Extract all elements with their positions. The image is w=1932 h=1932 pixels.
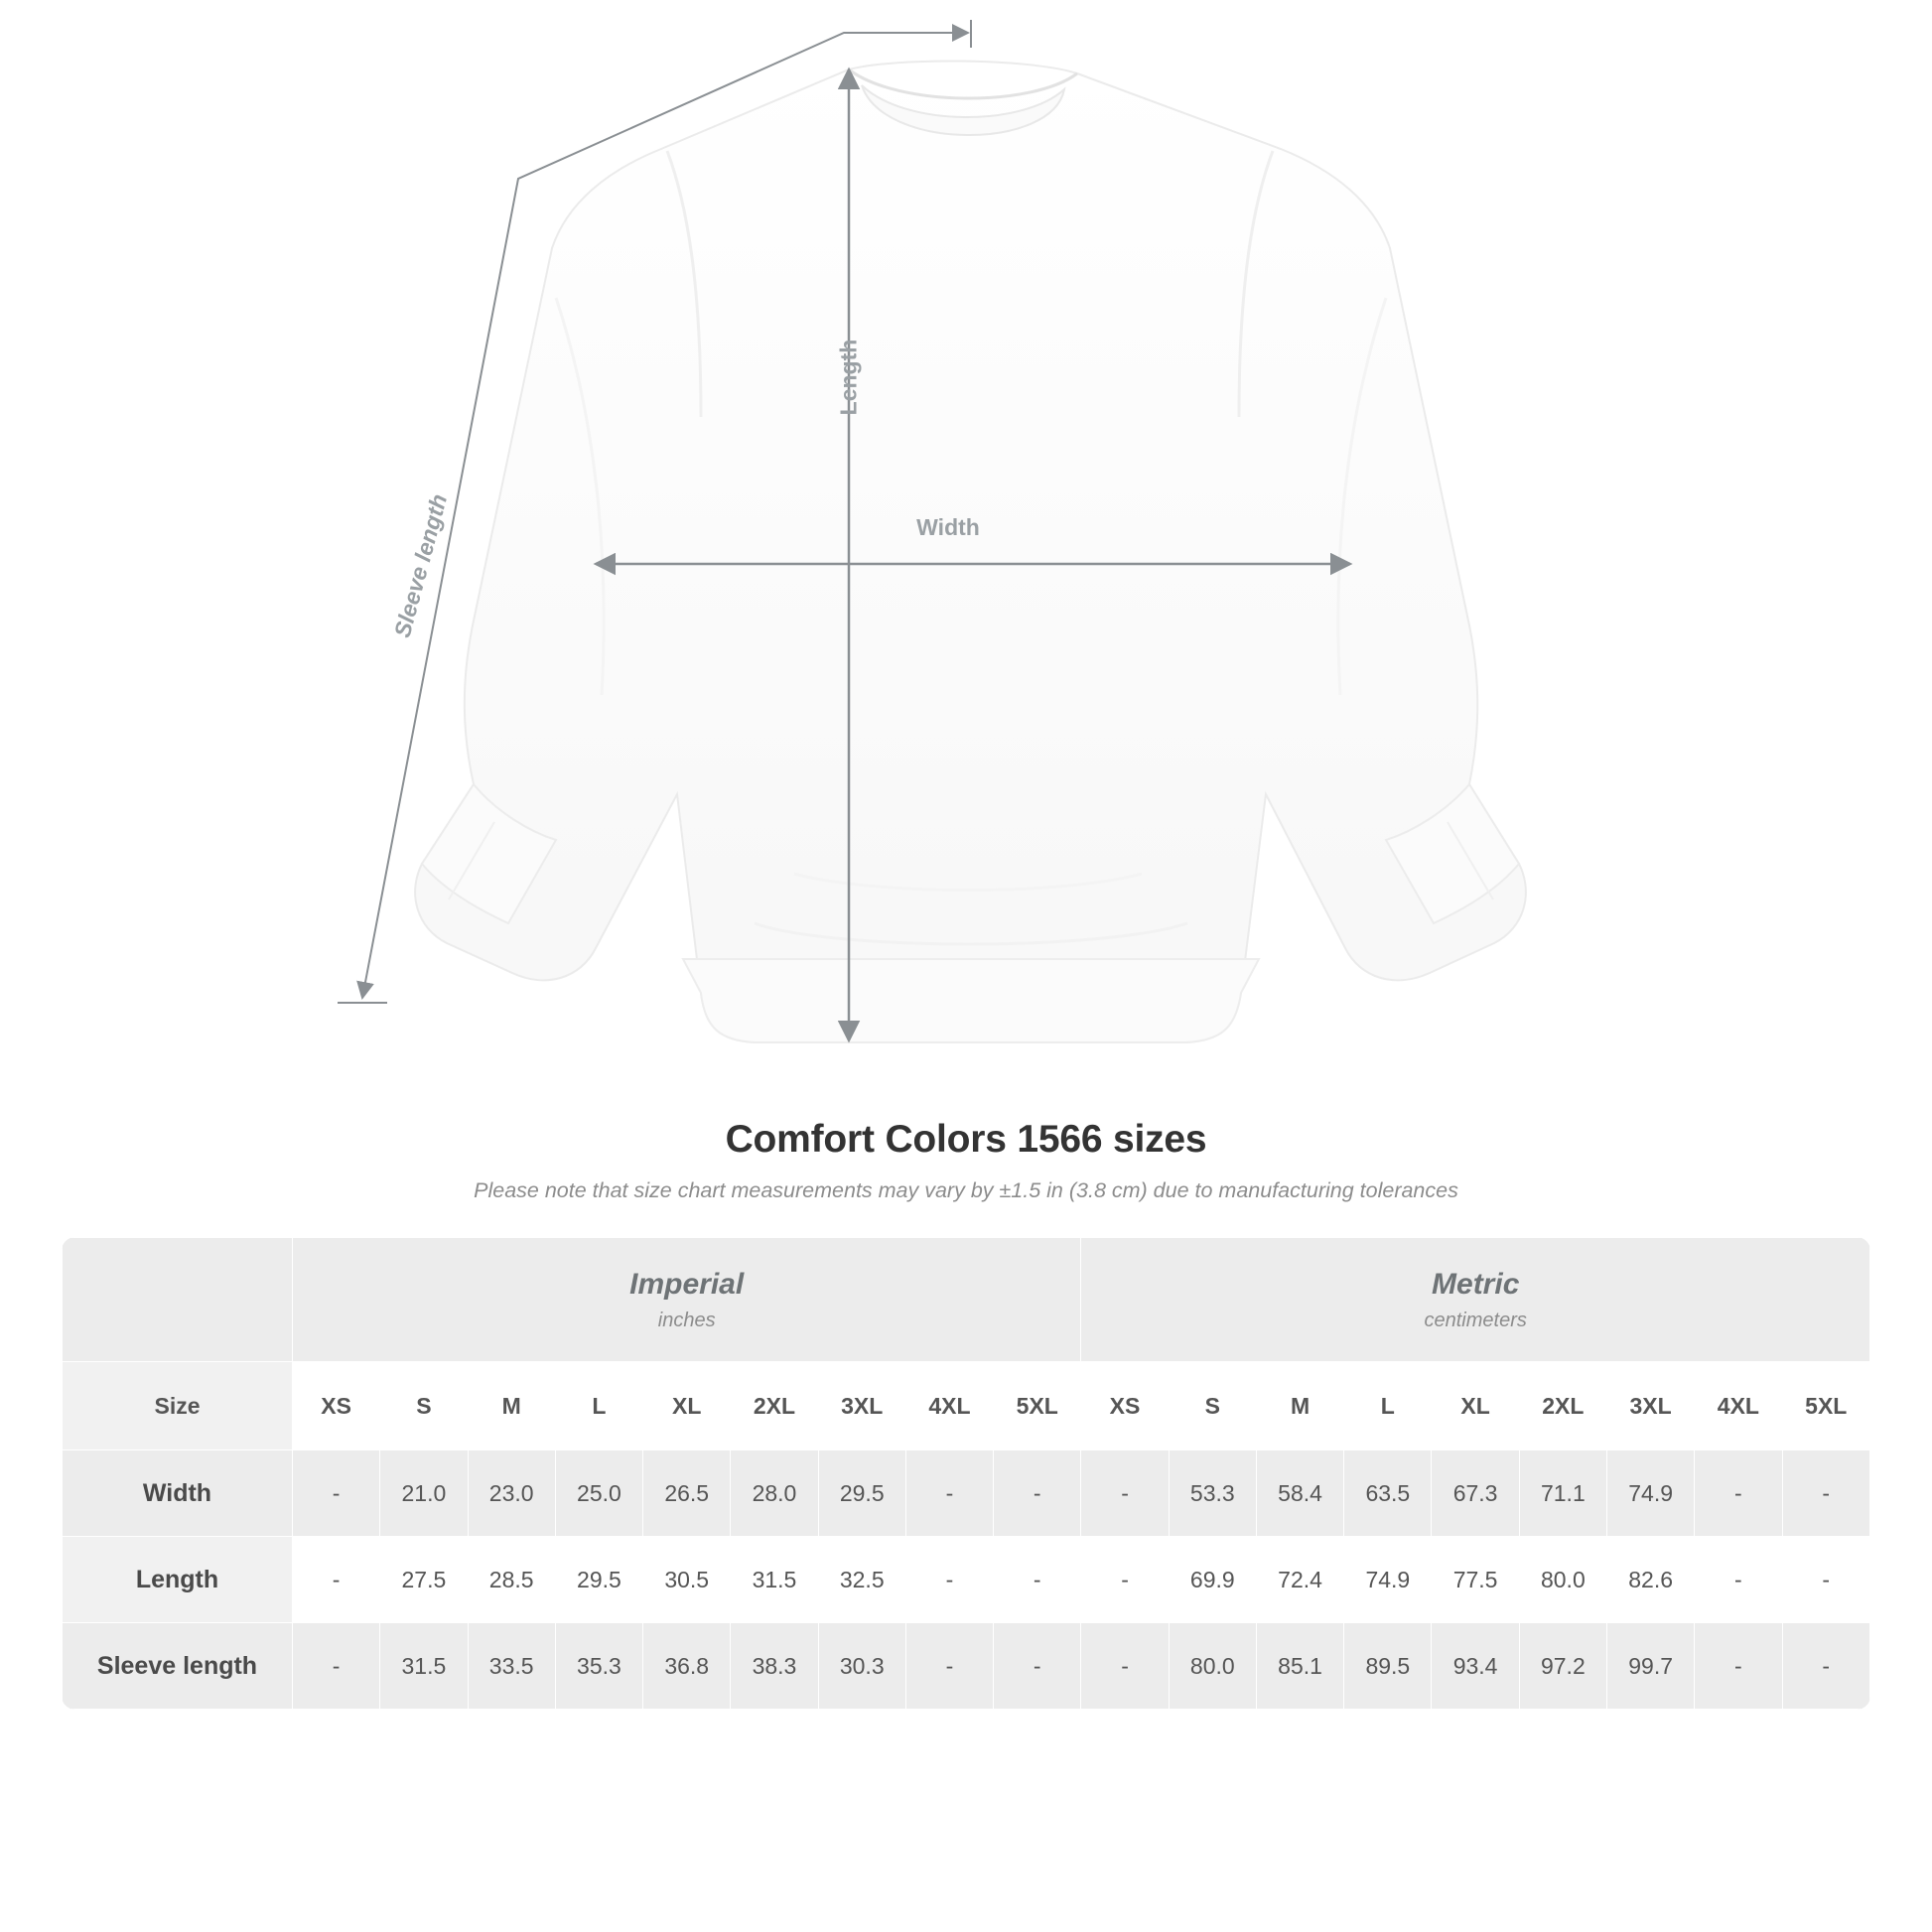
cell: - (905, 1623, 993, 1710)
cell: - (994, 1537, 1081, 1623)
cell: - (1081, 1450, 1169, 1537)
table-row (63, 1450, 1870, 1537)
unit-header-spacer (63, 1238, 293, 1362)
page-title: Comfort Colors 1566 sizes (725, 1118, 1207, 1161)
cell: 58.4 (1256, 1450, 1343, 1537)
cell: 23.0 (468, 1450, 555, 1537)
size-header-cell: 3XL (818, 1362, 905, 1450)
size-header-row (63, 1362, 1870, 1450)
size-header-cell: L (555, 1362, 642, 1450)
cell: 99.7 (1606, 1623, 1694, 1710)
cell: - (1695, 1537, 1782, 1623)
unit-sub-imperial: inches (657, 1309, 716, 1331)
size-header-cell: M (1256, 1362, 1343, 1450)
cell: 82.6 (1606, 1537, 1694, 1623)
size-header-cell: 3XL (1606, 1362, 1694, 1450)
size-header-cell: M (468, 1362, 555, 1450)
size-header-cell: 5XL (994, 1362, 1081, 1450)
unit-header-imperial (293, 1238, 1081, 1362)
size-header-label: Size (63, 1362, 293, 1450)
unit-header-row (63, 1238, 1870, 1362)
cell: 31.5 (380, 1623, 468, 1710)
cell: - (1782, 1623, 1869, 1710)
unit-sub-metric: centimeters (1424, 1309, 1527, 1331)
cell: - (293, 1537, 380, 1623)
cell: - (1782, 1537, 1869, 1623)
cell: 31.5 (731, 1537, 818, 1623)
cell: 25.0 (555, 1450, 642, 1537)
size-header-cell: XS (293, 1362, 380, 1450)
cell: 72.4 (1256, 1537, 1343, 1623)
size-header-cell: S (380, 1362, 468, 1450)
width-label: Width (916, 514, 980, 540)
size-header-cell: 4XL (1695, 1362, 1782, 1450)
sleeve-length-label: Sleeve length (388, 490, 453, 640)
cell: 69.9 (1169, 1537, 1256, 1623)
size-header-cell: L (1344, 1362, 1432, 1450)
cell: 97.2 (1519, 1623, 1606, 1710)
cell: 28.0 (731, 1450, 818, 1537)
cell: - (905, 1537, 993, 1623)
size-header-cell: XL (643, 1362, 731, 1450)
cell: - (905, 1450, 993, 1537)
size-header-cell: 2XL (1519, 1362, 1606, 1450)
size-header-cell: S (1169, 1362, 1256, 1450)
cell: 35.3 (555, 1623, 642, 1710)
cell: - (293, 1623, 380, 1710)
cell: 67.3 (1432, 1450, 1519, 1537)
size-table-wrap (62, 1237, 1870, 1710)
title-block (0, 1118, 1932, 1203)
cell: 29.5 (555, 1537, 642, 1623)
cell: 27.5 (380, 1537, 468, 1623)
size-header-cell: 4XL (905, 1362, 993, 1450)
cell: 30.5 (643, 1537, 731, 1623)
cell: 53.3 (1169, 1450, 1256, 1537)
cell: 89.5 (1344, 1623, 1432, 1710)
cell: 80.0 (1169, 1623, 1256, 1710)
row-label: Sleeve length (63, 1623, 293, 1710)
length-label: Length (835, 339, 862, 416)
cell: - (994, 1623, 1081, 1710)
cell: - (1081, 1623, 1169, 1710)
cell: 77.5 (1432, 1537, 1519, 1623)
row-label: Width (63, 1450, 293, 1537)
unit-header-metric (1081, 1238, 1870, 1362)
cell: 38.3 (731, 1623, 818, 1710)
cell: - (1782, 1450, 1869, 1537)
cell: 28.5 (468, 1537, 555, 1623)
cell: - (994, 1450, 1081, 1537)
cell: 80.0 (1519, 1537, 1606, 1623)
size-table (62, 1237, 1870, 1710)
cell: - (293, 1450, 380, 1537)
cell: 85.1 (1256, 1623, 1343, 1710)
table-row (63, 1623, 1870, 1710)
cell: 21.0 (380, 1450, 468, 1537)
unit-name-imperial: Imperial (629, 1267, 745, 1301)
cell: 29.5 (818, 1450, 905, 1537)
size-header-cell: 2XL (731, 1362, 818, 1450)
cell: 93.4 (1432, 1623, 1519, 1710)
row-label: Length (63, 1537, 293, 1623)
cell: 32.5 (818, 1537, 905, 1623)
cell: 33.5 (468, 1623, 555, 1710)
tolerance-note: Please note that size chart measurements may vary by ±1.5 in (3.8 cm) due to manufacturing tolerances (474, 1178, 1458, 1202)
table-row (63, 1537, 1870, 1623)
cell: 74.9 (1344, 1537, 1432, 1623)
size-header-cell: XL (1432, 1362, 1519, 1450)
cell: 30.3 (818, 1623, 905, 1710)
cell: 71.1 (1519, 1450, 1606, 1537)
size-header-cell: XS (1081, 1362, 1169, 1450)
cell: - (1695, 1623, 1782, 1710)
cell: - (1081, 1537, 1169, 1623)
unit-name-metric: Metric (1432, 1267, 1520, 1301)
cell: 63.5 (1344, 1450, 1432, 1537)
cell: 36.8 (643, 1623, 731, 1710)
cell: 74.9 (1606, 1450, 1694, 1537)
cell: 26.5 (643, 1450, 731, 1537)
cell: - (1695, 1450, 1782, 1537)
size-header-cell: 5XL (1782, 1362, 1869, 1450)
sweatshirt-shape (415, 61, 1526, 1042)
